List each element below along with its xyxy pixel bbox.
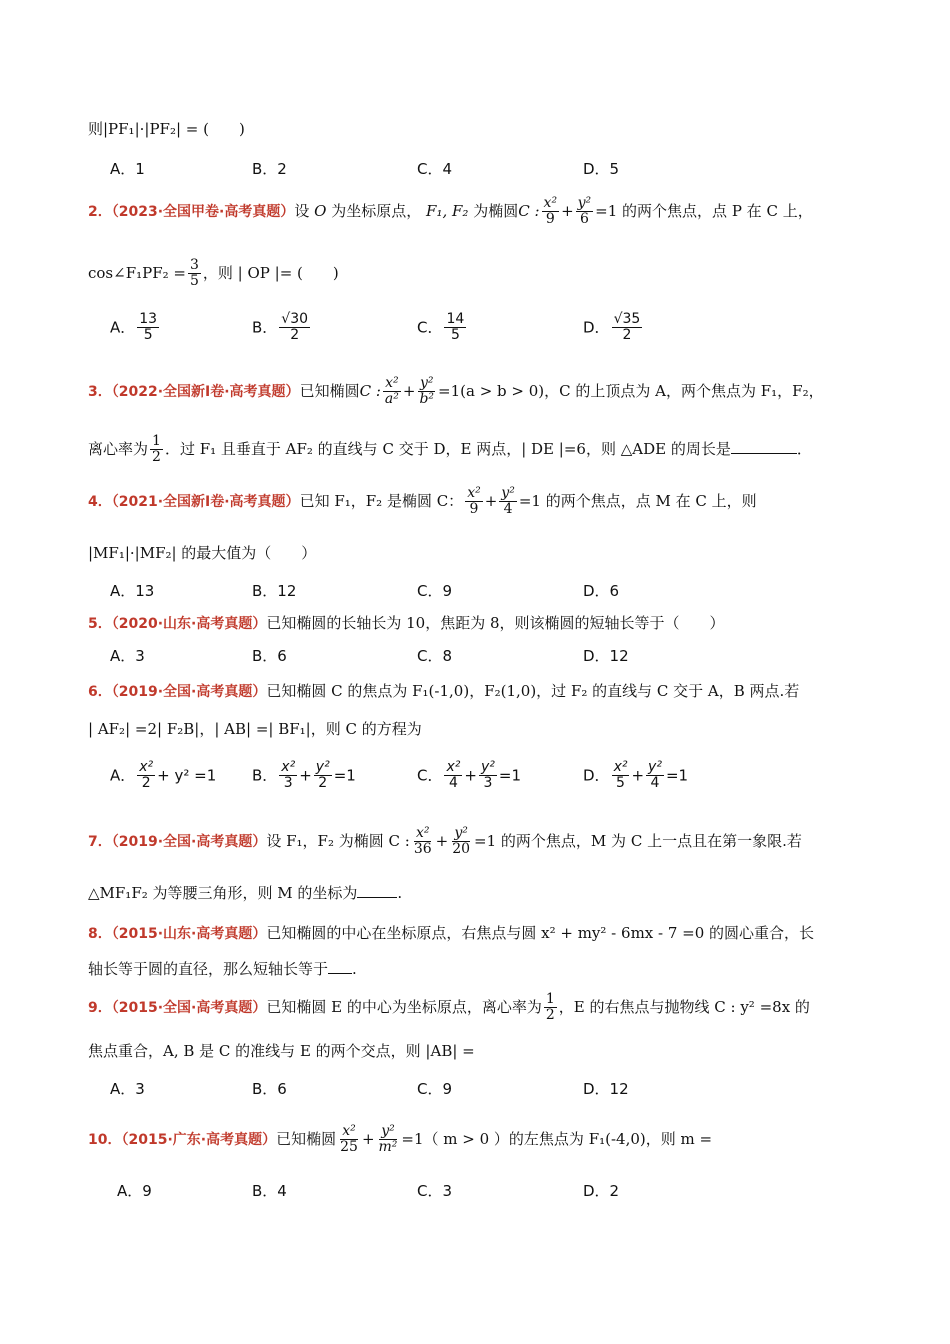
q1-stem: 则|PF₁|·|PF₂| = ( ) bbox=[88, 120, 245, 138]
option-d[interactable]: D． $\frac{\text{x²}}{5}$ + $\frac{\text{y²}}{4}$ =1 bbox=[583, 759, 689, 792]
option-a[interactable]: A．3 bbox=[110, 1080, 145, 1098]
q6-stem-line2: | AF₂| =2| F₂B|，| AB| =| BF₁|，则 C 的方程为 bbox=[88, 720, 422, 738]
q7-stem-line1: 7．（2019·全国·高考真题）设 F₁，F₂ 为椭圆 C : $\frac{\text{x²}}{36}$ + $\frac{\text{y²}}{20}$ =1 的两个焦点，M 为 C 上一点且在第一象限.若 bbox=[88, 825, 802, 858]
q9-stem-line2: 焦点重合，A, B 是 C 的准线与 E 的两个交点，则 |AB| = bbox=[88, 1042, 475, 1060]
q2-stem-line2: cos∠F₁PF₂ = $\frac{3}{5}$ ，则 | OP |= ( ) bbox=[88, 257, 339, 290]
option-b[interactable]: B．12 bbox=[252, 582, 297, 600]
option-d[interactable]: D．5 bbox=[583, 160, 620, 178]
option-c[interactable]: C．4 bbox=[417, 160, 453, 178]
q2-stem-line1: 2．（2023·全国甲卷·高考真题）设 O 为坐标原点， F₁, F₂ 为椭圆C : $\frac{\text{x²}}{9}$ + $\frac{\text{y²}}{6}$ =1 的两个焦点，点 P 在 C 上， bbox=[88, 195, 813, 228]
q6-stem-line1: 6．（2019·全国·高考真题）已知椭圆 C 的焦点为 F₁(-1,0)，F₂(1,0)，过 F₂ 的直线与 C 交于 A，B 两点.若 bbox=[88, 682, 800, 700]
option-c[interactable]: C． $\frac{\text{x²}}{4}$ + $\frac{\text{y²}}{3}$ =1 bbox=[417, 759, 521, 792]
option-c[interactable]: C．8 bbox=[417, 647, 453, 665]
q10-options bbox=[117, 1180, 890, 1210]
option-c[interactable]: C． $\frac{14}{5}$ bbox=[417, 311, 465, 344]
q3-stem-line2: 离心率为 $\frac{1}{2}$ ．过 F₁ 且垂直于 AF₂ 的直线与 C 交于 D，E 两点，| DE |=6，则 △ADE 的周长是 ． bbox=[88, 433, 812, 466]
option-b[interactable]: B．4 bbox=[252, 1182, 287, 1200]
option-d[interactable]: D． $\frac{√35}{2}$ bbox=[583, 311, 641, 344]
option-a[interactable]: A．13 bbox=[110, 582, 155, 600]
q8-stem-line2: 轴长等于圆的直径，那么短轴长等于 . bbox=[88, 960, 357, 978]
q5-options bbox=[110, 645, 890, 675]
option-d[interactable]: D．2 bbox=[583, 1182, 620, 1200]
q5-stem: 5．（2020·山东·高考真题）已知椭圆的长轴长为 10，焦距为 8，则该椭圆的短轴长等于（ ） bbox=[88, 614, 725, 632]
q3-source: （2022·全国新Ⅰ卷·高考真题） bbox=[111, 383, 300, 400]
option-a[interactable]: A． $\frac{\text{x²}}{2}$ + y² =1 bbox=[110, 759, 217, 792]
q7-stem-line2: △MF₁F₂ 为等腰三角形，则 M 的坐标为 . bbox=[88, 884, 403, 902]
option-d[interactable]: D．6 bbox=[583, 582, 620, 600]
option-b[interactable]: B． $\frac{√30}{2}$ bbox=[252, 311, 309, 344]
q4-source: （2021·全国新Ⅰ卷·高考真题） bbox=[111, 493, 300, 510]
q9-source: （2015·全国·高考真题） bbox=[111, 999, 267, 1016]
option-d[interactable]: D．12 bbox=[583, 647, 629, 665]
option-c[interactable]: C．9 bbox=[417, 582, 453, 600]
fraction: $\frac{\text{y²}}{6}$ bbox=[577, 195, 592, 228]
q2-source: （2023·全国甲卷·高考真题） bbox=[111, 203, 295, 220]
q5-source: （2020·山东·高考真题） bbox=[111, 616, 267, 632]
option-b[interactable]: B．6 bbox=[252, 1080, 287, 1098]
q1-options bbox=[110, 158, 890, 188]
q9-options bbox=[110, 1078, 890, 1108]
q6-source: （2019·全国·高考真题） bbox=[111, 684, 267, 700]
q4-stem-line1: 4．（2021·全国新Ⅰ卷·高考真题）已知 F₁，F₂ 是椭圆 C： $\frac{\text{x²}}{9}$ + $\frac{\text{y²}}{4}$ =1 的两个焦点，点 M 在 C 上，则 bbox=[88, 485, 757, 518]
q4-stem-line2: |MF₁|·|MF₂| 的最大值为（ ） bbox=[88, 544, 317, 562]
option-b[interactable]: B．6 bbox=[252, 647, 287, 665]
option-b[interactable]: B．2 bbox=[252, 160, 287, 178]
option-a[interactable]: A．1 bbox=[110, 160, 145, 178]
q8-stem-line1: 8．（2015·山东·高考真题）已知椭圆的中心在坐标原点，右焦点与圆 x² + my² - 6mx - 7 =0 的圆心重合，长 bbox=[88, 924, 815, 942]
q9-stem-line1: 9．（2015·全国·高考真题）已知椭圆 E 的中心为坐标原点，离心率为 $\frac{1}{2}$ ，E 的右焦点与抛物线 C : y² =8x 的 bbox=[88, 991, 810, 1024]
answer-blank[interactable] bbox=[328, 959, 352, 974]
q4-options bbox=[110, 580, 890, 610]
q10-stem: 10．（2015·广东·高考真题）已知椭圆 $\frac{\text{x²}}{25}$ + $\frac{\text{y²}}{\text{m²}}$ =1（ m > 0 ）的左焦点为 F₁(-4,0)，则 m = bbox=[88, 1123, 713, 1156]
answer-blank[interactable] bbox=[357, 883, 397, 898]
option-d[interactable]: D．12 bbox=[583, 1080, 629, 1098]
q8-source: （2015·山东·高考真题） bbox=[111, 926, 267, 942]
fraction: $\frac{3}{5}$ bbox=[189, 257, 199, 290]
option-a[interactable]: A． $\frac{13}{5}$ bbox=[110, 311, 158, 344]
option-c[interactable]: C．9 bbox=[417, 1080, 453, 1098]
fraction: $\frac{\text{x²}}{9}$ bbox=[543, 195, 558, 228]
q7-source: （2019·全国·高考真题） bbox=[111, 833, 267, 850]
option-a[interactable]: A．3 bbox=[110, 647, 145, 665]
q3-stem-line1: 3．（2022·全国新Ⅰ卷·高考真题）已知椭圆C : $\frac{\text{x²}}{\text{a²}}$ + $\frac{\text{y²}}{\text{b²}}$ =1(a > b > 0)，C 的上顶点为 A，两个焦点为 F₁，F₂， bbox=[88, 375, 824, 408]
q2-options bbox=[110, 312, 890, 342]
option-b[interactable]: B． $\frac{\text{x²}}{3}$ + $\frac{\text{y²}}{2}$ =1 bbox=[252, 759, 356, 792]
q6-options bbox=[110, 760, 890, 790]
option-a[interactable]: A．9 bbox=[117, 1182, 152, 1200]
answer-blank[interactable] bbox=[731, 439, 797, 454]
option-c[interactable]: C．3 bbox=[417, 1182, 453, 1200]
q10-source: （2015·广东·高考真题） bbox=[121, 1131, 277, 1148]
